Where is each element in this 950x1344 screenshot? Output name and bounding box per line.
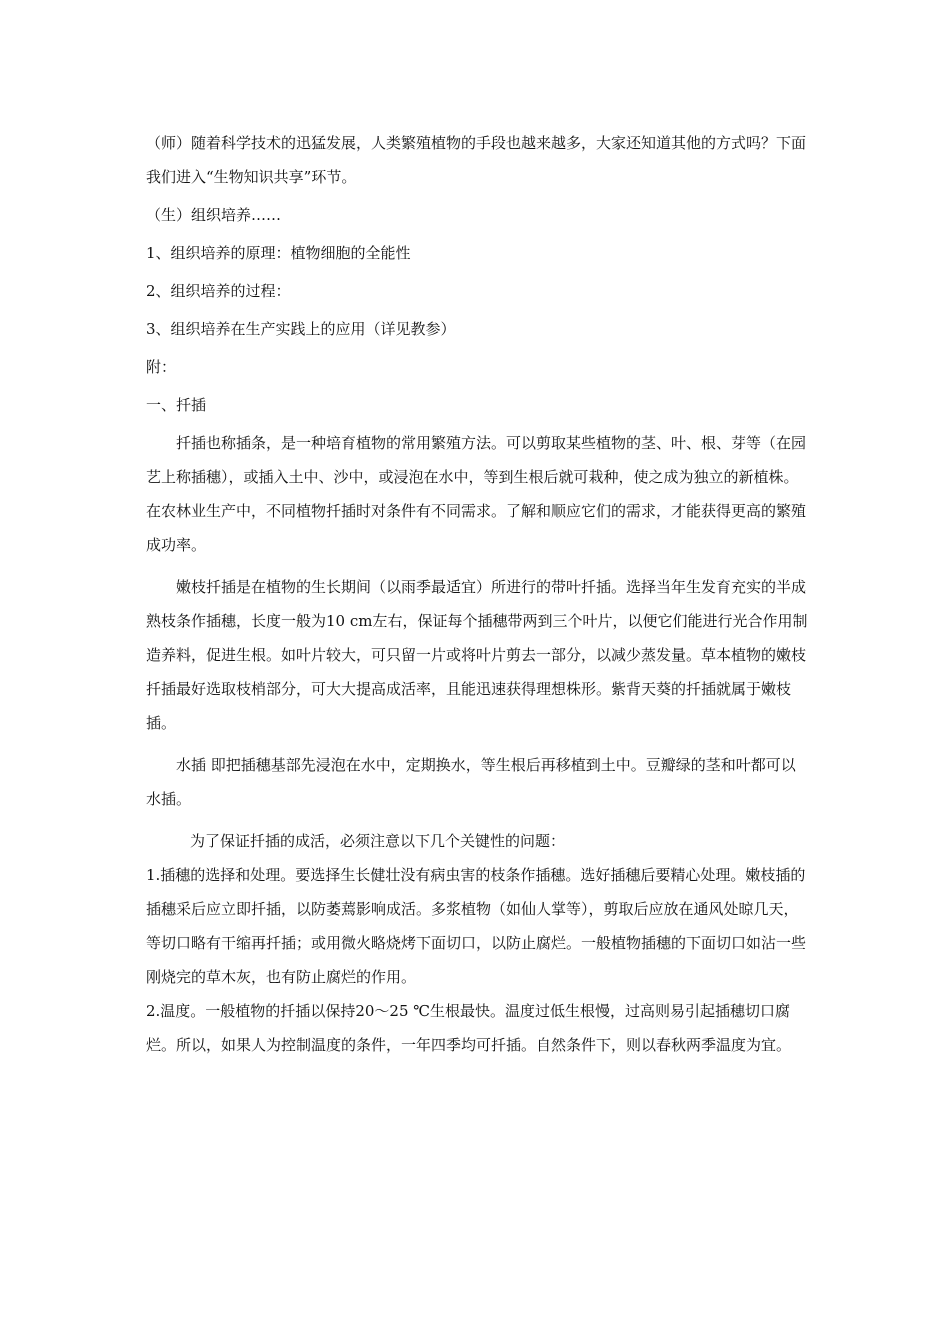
paragraph-water-cutting: 水插 即把插穗基部先浸泡在水中，定期换水，等生根后再移植到土中。豆瓣绿的茎和叶都可以水插。 xyxy=(146,756,796,808)
list-item-process: 2、组织培养的过程： xyxy=(146,282,291,300)
list-item-cutting-selection: 1.插穗的选择和处理。要选择生长健壮没有病虫害的枝条作插穗。选好插穗后要精心处理。嫩枝插的插穗采后应立即扦插，以防萎蔫影响成活。多浆植物（如仙人掌等），剪取后应放在通风处晾几天，等切口略有干缩再扦插；或用微火略烧烤下面切口，以防止腐烂。一般植物插穗的下面切口如沾一些刚烧完的草木灰，也有防止腐烂的作用。 xyxy=(146,866,807,986)
list-item-temperature: 2.温度。一般植物的扦插以保持20～25 ℃生根最快。温度过低生根慢，过高则易引起插穗切口腐烂。所以，如果人为控制温度的条件，一年四季均可扦插。自然条件下，则以春秋两季温度为宜。 xyxy=(146,1002,792,1054)
paragraph-key-issues-intro: 为了保证扦插的成活，必须注意以下几个关键性的问题： xyxy=(190,832,566,850)
paragraph-softwood-cutting: 嫩枝扦插是在植物的生长期间（以雨季最适宜）所进行的带叶扦插。选择当年生发育充实的半成熟枝条作插穗，长度一般为10 cm左右，保证每个插穗带两到三个叶片，以便它们能进行光合作用制造养料，促进生根。如叶片较大，可只留一片或将叶片剪去一部分，以减少蒸发量。草本植物的嫩枝扦插最好选取枝梢部分，可大大提高成活率，且能迅速获得理想株形。紫背天葵的扦插就属于嫩枝插。 xyxy=(146,578,808,732)
section-heading-cutting: 一、扦插 xyxy=(146,396,207,414)
appendix-label: 附： xyxy=(146,358,177,376)
list-item-principle: 1、组织培养的原理：植物细胞的全能性 xyxy=(146,244,411,262)
list-item-application: 3、组织培养在生产实践上的应用（详见教参） xyxy=(146,320,456,338)
paragraph-teacher-intro: （师）随着科学技术的迅猛发展，人类繁殖植物的手段也越来越多，大家还知道其他的方式吗？下面我们进入“生物知识共享”环节。 xyxy=(146,134,807,186)
paragraph-student-answer: （生）组织培养…… xyxy=(146,206,282,224)
paragraph-cutting-definition: 扦插也称插条，是一种培育植物的常用繁殖方法。可以剪取某些植物的茎、叶、根、芽等（在园艺上称插穗），或插入土中、沙中，或浸泡在水中，等到生根后就可栽种，使之成为独立的新植株。在农林业生产中，不同植物扦插时对条件有不同需求。了解和顺应它们的需求，才能获得更高的繁殖成功率。 xyxy=(146,434,807,554)
